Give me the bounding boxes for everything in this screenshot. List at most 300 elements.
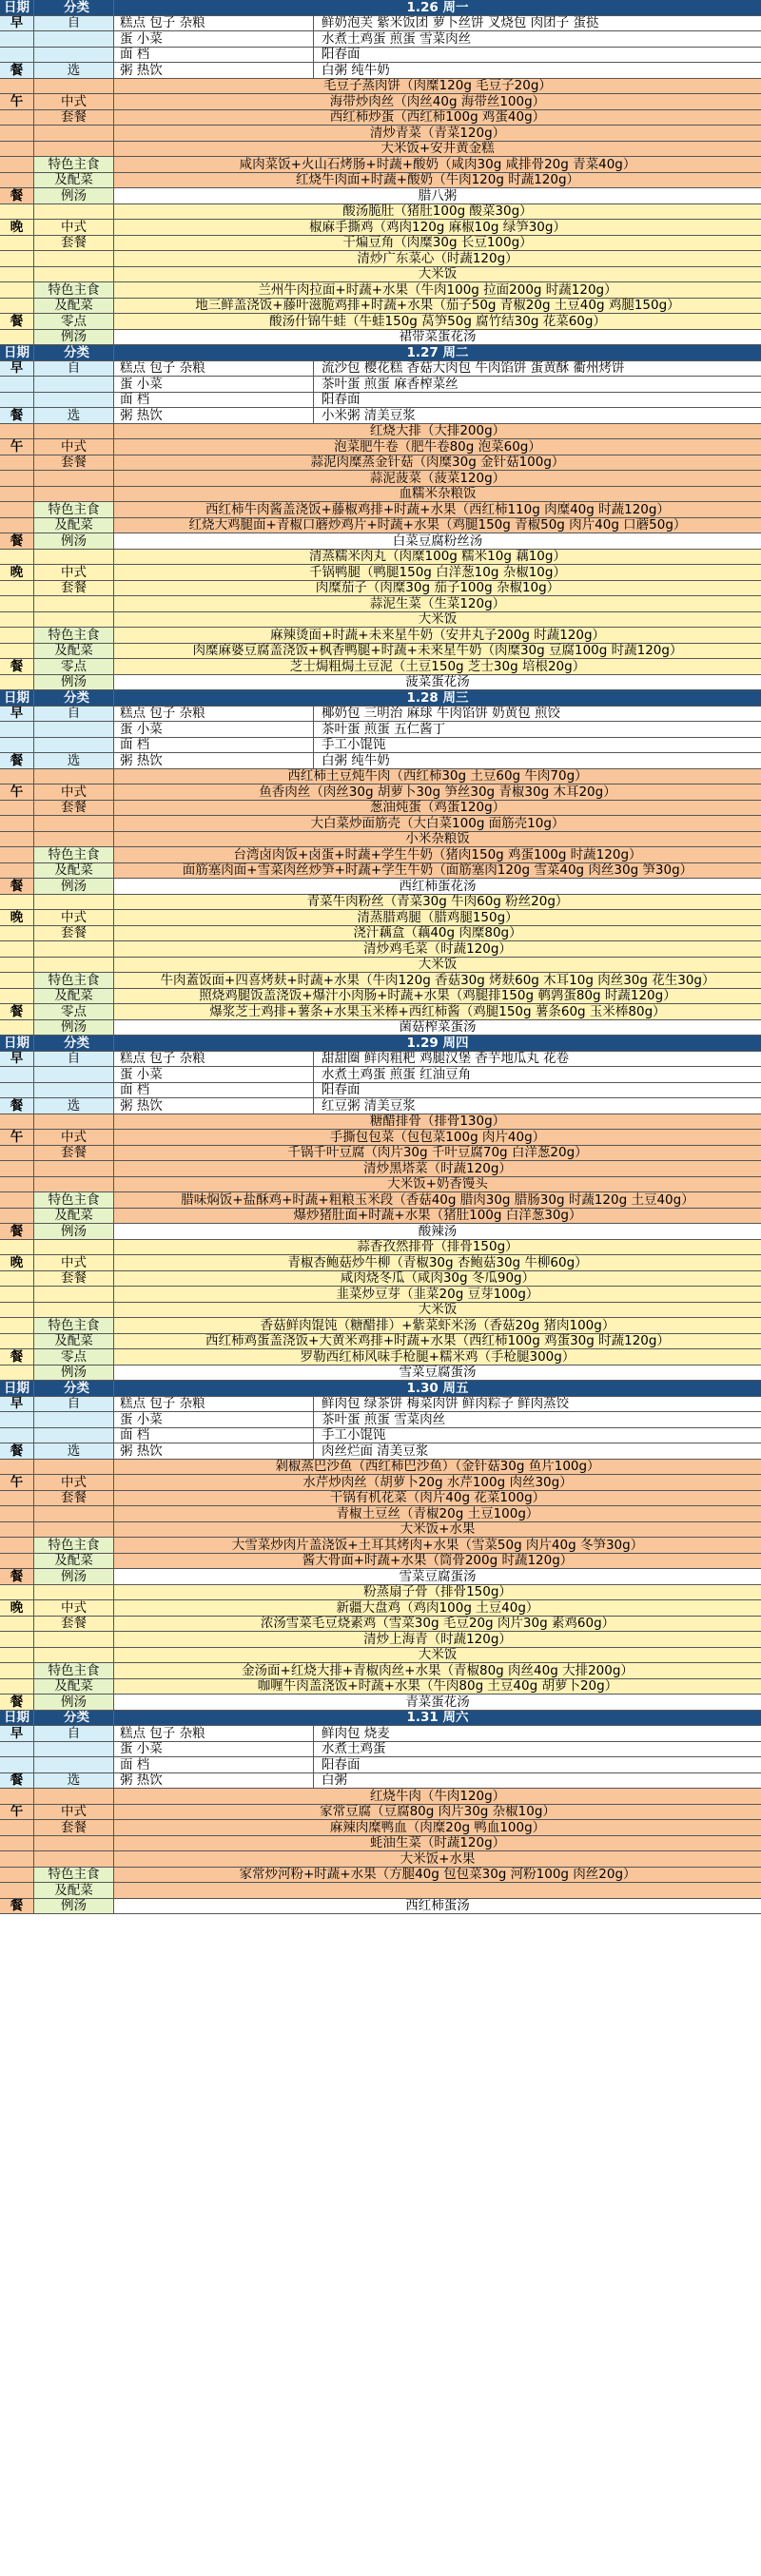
dinner-category: 中式 bbox=[34, 1600, 114, 1616]
dinner-row bbox=[0, 236, 761, 252]
date-label: 日期 bbox=[0, 690, 34, 706]
breakfast-option-label bbox=[34, 1742, 114, 1757]
dinner-dish: 青椒杏鲍菇炒牛柳（青椒30g 杏鲍菇30g 牛柳60g） bbox=[114, 1255, 761, 1270]
dinner-category: 中式 bbox=[34, 1255, 114, 1270]
breakfast-option-label bbox=[34, 377, 114, 392]
breakfast-row bbox=[0, 1726, 761, 1742]
lunch-row bbox=[0, 801, 761, 817]
dinner-row bbox=[0, 1318, 761, 1334]
meal-marker bbox=[0, 1585, 34, 1600]
breakfast-items: 白粥 纯牛奶 bbox=[314, 63, 761, 78]
meal-marker bbox=[0, 1663, 34, 1678]
lunch-row bbox=[0, 502, 761, 518]
lunch-row bbox=[0, 173, 761, 189]
meal-marker bbox=[0, 769, 34, 784]
meal-marker: 餐 bbox=[0, 1773, 34, 1789]
meal-marker bbox=[0, 1334, 34, 1349]
meal-marker: 餐 bbox=[0, 659, 34, 674]
meal-marker bbox=[0, 1146, 34, 1161]
lunch-dish: 蒜泥肉糜蒸金针菇（肉糜30g 金针菇100g） bbox=[114, 455, 761, 471]
dinner-row bbox=[0, 612, 761, 629]
dinner-dish: 地三鲜盖浇饭+藤叶滋脆鸡排+时蔬+水果（茄子50g 青椒20g 土豆40g 鸡腿150g） bbox=[114, 299, 761, 314]
dinner-row bbox=[0, 1585, 761, 1601]
dinner-dish: 金汤面+红烧大排+青椒肉丝+水果（青椒80g 肉丝40g 大排200g） bbox=[114, 1663, 761, 1678]
lunch-category: 套餐 bbox=[34, 1820, 114, 1835]
breakfast-items: 白粥 纯牛奶 bbox=[314, 753, 761, 768]
dinner-dish: 大米饭 bbox=[114, 958, 761, 973]
meal-marker bbox=[0, 895, 34, 910]
dinner-dish: 蒜香孜然排骨（排骨150g） bbox=[114, 1240, 761, 1255]
breakfast-items: 水煮土鸡蛋 煎蛋 雪菜肉丝 bbox=[314, 31, 761, 47]
lunch-dish: 腊味焖饭+盐酥鸡+时蔬+粗粮玉米段（香菇40g 腊肉30g 腊肠30g 时蔬120g 土豆40g） bbox=[114, 1192, 761, 1208]
breakfast-items: 水煮土鸡蛋 bbox=[314, 1742, 761, 1757]
breakfast-row bbox=[0, 1052, 761, 1068]
dinner-category: 例汤 bbox=[34, 1020, 114, 1036]
date-label: 日期 bbox=[0, 1381, 34, 1396]
lunch-category: 特色主食 bbox=[34, 502, 114, 517]
breakfast-items: 水煮土鸡蛋 煎蛋 红油豆角 bbox=[314, 1067, 761, 1082]
breakfast-category: 面 档 bbox=[114, 393, 314, 408]
breakfast-items: 流沙包 樱花糕 香菇大肉包 牛肉馅饼 蛋黄酥 衢州烤饼 bbox=[314, 361, 761, 377]
breakfast-category: 粥 热饮 bbox=[114, 1773, 314, 1789]
meal-marker: 餐 bbox=[0, 1695, 34, 1710]
meal-marker bbox=[0, 299, 34, 314]
dinner-row bbox=[0, 581, 761, 597]
meal-marker bbox=[0, 1648, 34, 1663]
category-label: 分类 bbox=[34, 690, 114, 706]
meal-marker bbox=[0, 330, 34, 345]
dinner-dish: 清炒鸡毛菜（时蔬120g） bbox=[114, 941, 761, 957]
category-label: 分类 bbox=[34, 0, 114, 15]
dinner-row bbox=[0, 314, 761, 330]
meal-marker bbox=[0, 612, 34, 628]
meal-marker bbox=[0, 79, 34, 94]
dinner-row bbox=[0, 282, 761, 299]
breakfast-items: 手工小馄饨 bbox=[314, 1428, 761, 1443]
lunch-row bbox=[0, 126, 761, 142]
breakfast-items: 红豆粥 清美豆浆 bbox=[314, 1098, 761, 1114]
meal-marker: 餐 bbox=[0, 879, 34, 894]
lunch-dish: 家常炒河粉+时蔬+水果（方腿40g 包包菜30g 河粉100g 肉丝20g） bbox=[114, 1868, 761, 1883]
lunch-row bbox=[0, 487, 761, 503]
lunch-category bbox=[34, 142, 114, 157]
breakfast-category: 粥 热饮 bbox=[114, 1098, 314, 1114]
meal-marker bbox=[0, 1836, 34, 1851]
lunch-category: 中式 bbox=[34, 1475, 114, 1490]
breakfast-option-label: 自 bbox=[34, 16, 114, 31]
lunch-category: 特色主食 bbox=[34, 847, 114, 862]
breakfast-category: 粥 热饮 bbox=[114, 63, 314, 78]
meal-marker: 餐 bbox=[0, 1004, 34, 1019]
meal-marker: 餐 bbox=[0, 63, 34, 78]
lunch-row bbox=[0, 784, 761, 801]
dinner-dish: 千锅鸭腿（鸭腿150g 白洋葱10g 杂椒10g） bbox=[114, 565, 761, 580]
meal-marker bbox=[0, 1506, 34, 1521]
dinner-dish: 青菜蛋花汤 bbox=[114, 1695, 761, 1710]
breakfast-category: 蛋 小菜 bbox=[114, 1067, 314, 1082]
dinner-category bbox=[34, 1287, 114, 1302]
dinner-row bbox=[0, 910, 761, 926]
lunch-dish: 大雪菜炒肉片盖浇饭+土耳其烤肉+水果（雪菜50g 肉片40g 冬笋30g） bbox=[114, 1538, 761, 1553]
dinner-category: 套餐 bbox=[34, 926, 114, 941]
breakfast-option-label bbox=[34, 393, 114, 408]
breakfast-category: 糕点 包子 杂粮 bbox=[114, 1052, 314, 1067]
dinner-dish: 干煸豆角（肉糜30g 长豆100g） bbox=[114, 236, 761, 251]
lunch-dish: 蒜泥菠菜（菠菜120g） bbox=[114, 471, 761, 486]
breakfast-option-label: 自 bbox=[34, 1726, 114, 1741]
meal-marker bbox=[0, 1868, 34, 1883]
dinner-dish: 裙带菜蛋花汤 bbox=[114, 330, 761, 345]
lunch-row bbox=[0, 157, 761, 173]
breakfast-category: 面 档 bbox=[114, 1757, 314, 1772]
breakfast-category: 面 档 bbox=[114, 1428, 314, 1443]
dinner-category: 零点 bbox=[34, 659, 114, 674]
day-header-row bbox=[0, 345, 761, 361]
dinner-category bbox=[34, 267, 114, 282]
lunch-dish: 面筋塞肉面+雪菜肉丝炒笋+时蔬+学生牛奶（面筋塞肉120g 雪菜40g 肉丝30g 笋30g） bbox=[114, 863, 761, 879]
lunch-dish: 清炒青菜（青菜120g） bbox=[114, 126, 761, 141]
day-header-row bbox=[0, 1036, 761, 1052]
meal-marker bbox=[0, 628, 34, 643]
lunch-category: 例汤 bbox=[34, 1224, 114, 1239]
lunch-row bbox=[0, 1805, 761, 1821]
dinner-row bbox=[0, 1271, 761, 1288]
lunch-dish: 红烧大排（大排200g） bbox=[114, 424, 761, 439]
dinner-category: 特色主食 bbox=[34, 282, 114, 298]
lunch-dish: 台湾卤肉饭+卤蛋+时蔬+学生牛奶（猪肉150g 鸡蛋100g 时蔬120g） bbox=[114, 847, 761, 862]
dinner-category bbox=[34, 204, 114, 220]
meal-marker bbox=[0, 596, 34, 611]
lunch-category: 例汤 bbox=[34, 533, 114, 549]
dinner-dish: 咸肉烧冬瓜（咸肉30g 冬瓜90g） bbox=[114, 1271, 761, 1287]
dinner-row bbox=[0, 628, 761, 644]
lunch-row bbox=[0, 1789, 761, 1805]
breakfast-row bbox=[0, 1412, 761, 1428]
lunch-dish: 红烧牛肉面+时蔬+酸奶（牛肉120g 时蔬120g） bbox=[114, 173, 761, 188]
meal-marker bbox=[0, 1287, 34, 1302]
category-label: 分类 bbox=[34, 1036, 114, 1051]
dinner-row bbox=[0, 1679, 761, 1695]
dinner-dish: 清蒸糯米肉丸（肉糜100g 糯米10g 藕10g） bbox=[114, 550, 761, 565]
dinner-row bbox=[0, 565, 761, 581]
meal-marker bbox=[0, 958, 34, 973]
lunch-dish: 腊八粥 bbox=[114, 188, 761, 203]
breakfast-option-label: 选 bbox=[34, 1098, 114, 1114]
meal-marker bbox=[0, 518, 34, 533]
lunch-row bbox=[0, 1554, 761, 1570]
lunch-category bbox=[34, 816, 114, 831]
meal-marker: 餐 bbox=[0, 1569, 34, 1584]
dinner-category: 中式 bbox=[34, 910, 114, 925]
breakfast-option-label bbox=[34, 1428, 114, 1443]
day-header-row bbox=[0, 1711, 761, 1727]
lunch-dish: 水芹炒肉丝（胡萝卜20g 水芹100g 肉丝30g） bbox=[114, 1475, 761, 1490]
meal-marker bbox=[0, 1491, 34, 1506]
dinner-category bbox=[34, 895, 114, 910]
meal-marker bbox=[0, 236, 34, 251]
dinner-row bbox=[0, 1600, 761, 1617]
lunch-row bbox=[0, 533, 761, 550]
dinner-category bbox=[34, 612, 114, 628]
dinner-dish: 大米饭 bbox=[114, 1303, 761, 1318]
breakfast-items: 茶叶蛋 煎蛋 麻香榨菜丝 bbox=[314, 377, 761, 392]
dinner-dish: 雪菜豆腐蛋汤 bbox=[114, 1365, 761, 1381]
meal-marker bbox=[0, 801, 34, 816]
breakfast-category: 粥 热饮 bbox=[114, 1443, 314, 1459]
lunch-dish: 家常豆腐（豆腐80g 肉片30g 杂椒10g） bbox=[114, 1805, 761, 1820]
lunch-dish: 青椒土豆丝（青椒20g 土豆100g） bbox=[114, 1506, 761, 1521]
lunch-dish: 大米饭+安井黄金糕 bbox=[114, 142, 761, 157]
meal-marker bbox=[0, 110, 34, 126]
dinner-category: 特色主食 bbox=[34, 1663, 114, 1678]
breakfast-row bbox=[0, 377, 761, 393]
dinner-dish: 西红柿鸡蛋盖浇饭+大黄米鸡排+时蔬+水果（西红柿100g 鸡蛋30g 时蔬120g） bbox=[114, 1334, 761, 1349]
breakfast-option-label bbox=[34, 1757, 114, 1772]
meal-marker bbox=[0, 1617, 34, 1632]
lunch-category bbox=[34, 487, 114, 502]
meal-marker: 晚 bbox=[0, 565, 34, 580]
breakfast-row bbox=[0, 393, 761, 409]
lunch-row bbox=[0, 1868, 761, 1884]
day-header-row bbox=[0, 690, 761, 707]
lunch-row bbox=[0, 1209, 761, 1225]
breakfast-option-label: 自 bbox=[34, 1052, 114, 1067]
meal-marker: 晚 bbox=[0, 1600, 34, 1616]
dinner-dish: 浇汁藕盒（藕40g 肉糜80g） bbox=[114, 926, 761, 941]
dinner-category bbox=[34, 1632, 114, 1647]
breakfast-row bbox=[0, 63, 761, 79]
dinner-category: 零点 bbox=[34, 314, 114, 329]
meal-marker: 晚 bbox=[0, 220, 34, 235]
dinner-dish: 清蒸腊鸡腿（腊鸡腿150g） bbox=[114, 910, 761, 925]
meal-marker: 餐 bbox=[0, 1349, 34, 1365]
dinner-dish: 清炒广东菜心（时蔬120g） bbox=[114, 251, 761, 266]
breakfast-category: 面 档 bbox=[114, 1083, 314, 1098]
breakfast-option-label bbox=[34, 31, 114, 47]
breakfast-row bbox=[0, 1397, 761, 1413]
dinner-dish: 酸汤脆肚（猪肚100g 酸菜30g） bbox=[114, 204, 761, 220]
breakfast-items: 茶叶蛋 煎蛋 雪菜肉丝 bbox=[314, 1412, 761, 1427]
day-header-row bbox=[0, 1381, 761, 1397]
lunch-category: 及配菜 bbox=[34, 173, 114, 188]
category-label: 分类 bbox=[34, 1381, 114, 1396]
breakfast-items: 甜甜圈 鲜肉粗粑 鸡腿汉堡 香芋地瓜丸 花卷 bbox=[314, 1052, 761, 1067]
dinner-row bbox=[0, 1617, 761, 1633]
meal-marker bbox=[0, 1318, 34, 1333]
meal-marker: 午 bbox=[0, 1805, 34, 1820]
lunch-category bbox=[34, 1177, 114, 1192]
lunch-dish: 酱大骨面+时蔬+水果（筒骨200g 时蔬120g） bbox=[114, 1554, 761, 1569]
lunch-dish: 西红柿蛋汤 bbox=[114, 1899, 761, 1914]
lunch-row bbox=[0, 1836, 761, 1852]
meal-marker bbox=[0, 973, 34, 988]
dinner-row bbox=[0, 1632, 761, 1648]
lunch-dish bbox=[114, 1883, 761, 1898]
lunch-category: 套餐 bbox=[34, 455, 114, 471]
breakfast-option-label bbox=[34, 1412, 114, 1427]
meal-marker: 餐 bbox=[0, 314, 34, 329]
dinner-category bbox=[34, 1303, 114, 1318]
lunch-category bbox=[34, 1506, 114, 1521]
lunch-dish: 西红柿土豆炖牛肉（西红柿30g 土豆60g 牛肉70g） bbox=[114, 769, 761, 784]
meal-marker bbox=[0, 157, 34, 172]
breakfast-category: 面 档 bbox=[114, 738, 314, 753]
day-title: 1.26 周一 bbox=[406, 0, 469, 15]
dinner-row bbox=[0, 1303, 761, 1319]
breakfast-option-label: 选 bbox=[34, 1773, 114, 1789]
dinner-dish: 浓汤雪菜毛豆烧素鸡（雪菜30g 毛豆20g 肉片30g 素鸡60g） bbox=[114, 1617, 761, 1632]
lunch-category: 中式 bbox=[34, 94, 114, 109]
breakfast-row bbox=[0, 707, 761, 723]
dinner-dish: 麻辣烫面+时蔬+未来星牛奶（安井丸子200g 时蔬120g） bbox=[114, 628, 761, 643]
dinner-category bbox=[34, 1648, 114, 1663]
lunch-dish: 干锅有机花菜（肉片40g 花菜100g） bbox=[114, 1491, 761, 1506]
dinner-category bbox=[34, 941, 114, 957]
dinner-row bbox=[0, 973, 761, 989]
dinner-category: 零点 bbox=[34, 1004, 114, 1019]
dinner-category bbox=[34, 596, 114, 611]
meal-marker bbox=[0, 1177, 34, 1192]
lunch-row bbox=[0, 79, 761, 95]
lunch-category bbox=[34, 79, 114, 94]
lunch-dish: 爆炒猪肚面+时蔬+水果（猪肚100g 白洋葱30g） bbox=[114, 1209, 761, 1224]
lunch-category bbox=[34, 471, 114, 486]
breakfast-row bbox=[0, 722, 761, 738]
lunch-row bbox=[0, 1114, 761, 1131]
dinner-row bbox=[0, 1365, 761, 1382]
meal-marker bbox=[0, 487, 34, 502]
meal-marker bbox=[0, 1851, 34, 1867]
meal-marker bbox=[0, 126, 34, 141]
dinner-row bbox=[0, 644, 761, 660]
meal-marker bbox=[0, 267, 34, 282]
dinner-category: 特色主食 bbox=[34, 973, 114, 988]
meal-marker bbox=[0, 989, 34, 1004]
breakfast-items: 白粥 bbox=[314, 1773, 761, 1789]
lunch-category: 套餐 bbox=[34, 110, 114, 126]
breakfast-option-label bbox=[34, 1083, 114, 1098]
dinner-row bbox=[0, 1663, 761, 1679]
dinner-dish: 兰州牛肉拉面+时蔬+水果（牛肉100g 拉面200g 时蔬120g） bbox=[114, 282, 761, 298]
meal-marker: 晚 bbox=[0, 910, 34, 925]
lunch-category: 特色主食 bbox=[34, 1192, 114, 1208]
lunch-category: 及配菜 bbox=[34, 1554, 114, 1569]
lunch-category: 及配菜 bbox=[34, 863, 114, 879]
lunch-category bbox=[34, 832, 114, 847]
meal-marker: 餐 bbox=[0, 188, 34, 203]
lunch-category: 中式 bbox=[34, 1130, 114, 1145]
meal-marker bbox=[0, 1428, 34, 1443]
dinner-category: 及配菜 bbox=[34, 299, 114, 314]
dinner-category: 套餐 bbox=[34, 1271, 114, 1287]
dinner-row bbox=[0, 251, 761, 267]
breakfast-category: 糕点 包子 杂粮 bbox=[114, 707, 314, 722]
dinner-dish: 韭菜炒豆芽（韭菜20g 豆芽100g） bbox=[114, 1287, 761, 1302]
meal-marker bbox=[0, 1067, 34, 1082]
breakfast-category: 蛋 小菜 bbox=[114, 1412, 314, 1427]
lunch-row bbox=[0, 142, 761, 158]
meal-marker: 餐 bbox=[0, 533, 34, 549]
meal-marker bbox=[0, 581, 34, 596]
lunch-category bbox=[34, 1836, 114, 1851]
dinner-dish: 大米饭 bbox=[114, 612, 761, 628]
dinner-row bbox=[0, 958, 761, 974]
meal-marker bbox=[0, 1083, 34, 1098]
meal-marker bbox=[0, 926, 34, 941]
lunch-dish: 大米饭+水果 bbox=[114, 1851, 761, 1867]
lunch-dish: 西红柿炒蛋（西红柿100g 鸡蛋40g） bbox=[114, 110, 761, 126]
lunch-row bbox=[0, 188, 761, 204]
dinner-dish: 大米饭 bbox=[114, 267, 761, 282]
dinner-row bbox=[0, 1240, 761, 1256]
dinner-dish: 粉蒸扇子骨（排骨150g） bbox=[114, 1585, 761, 1600]
meal-marker: 餐 bbox=[0, 1899, 34, 1914]
meal-marker bbox=[0, 1303, 34, 1318]
breakfast-category: 糕点 包子 杂粮 bbox=[114, 1726, 314, 1741]
breakfast-row bbox=[0, 753, 761, 769]
meal-marker bbox=[0, 173, 34, 188]
breakfast-category: 蛋 小菜 bbox=[114, 1742, 314, 1757]
lunch-dish: 咸肉菜饭+火山石烤肠+时蔬+酸奶（咸肉30g 咸排骨20g 青菜40g） bbox=[114, 157, 761, 172]
lunch-category: 套餐 bbox=[34, 801, 114, 816]
dinner-dish: 酸汤什锦牛蛙（牛蛙150g 莴笋50g 腐竹结30g 花菜60g） bbox=[114, 314, 761, 329]
meal-marker bbox=[0, 1554, 34, 1569]
dinner-row bbox=[0, 330, 761, 346]
day-header-row bbox=[0, 0, 761, 16]
lunch-dish: 雪菜豆腐蛋汤 bbox=[114, 1569, 761, 1584]
breakfast-option-label bbox=[34, 48, 114, 63]
lunch-category: 及配菜 bbox=[34, 518, 114, 533]
breakfast-category: 蛋 小菜 bbox=[114, 722, 314, 737]
lunch-dish: 大白菜炒面筋壳（大白菜100g 面筋壳10g） bbox=[114, 816, 761, 831]
meal-marker bbox=[0, 1820, 34, 1835]
dinner-category: 特色主食 bbox=[34, 628, 114, 643]
breakfast-items: 阳春面 bbox=[314, 393, 761, 408]
breakfast-items: 鲜肉包 烧麦 bbox=[314, 1726, 761, 1741]
lunch-row bbox=[0, 1224, 761, 1240]
meal-marker bbox=[0, 1365, 34, 1381]
day-title: 1.30 周五 bbox=[406, 1381, 469, 1396]
lunch-row bbox=[0, 1538, 761, 1554]
meal-marker: 午 bbox=[0, 1130, 34, 1145]
meal-marker bbox=[0, 1412, 34, 1427]
meal-marker: 餐 bbox=[0, 1098, 34, 1114]
meal-marker: 餐 bbox=[0, 1443, 34, 1459]
breakfast-option-label: 选 bbox=[34, 1443, 114, 1459]
breakfast-row bbox=[0, 31, 761, 48]
meal-marker: 早 bbox=[0, 707, 34, 722]
meal-marker: 餐 bbox=[0, 753, 34, 768]
meal-marker bbox=[0, 1789, 34, 1804]
lunch-row bbox=[0, 816, 761, 832]
breakfast-category: 糕点 包子 杂粮 bbox=[114, 361, 314, 377]
lunch-row bbox=[0, 1883, 761, 1899]
lunch-category: 中式 bbox=[34, 784, 114, 800]
meal-marker bbox=[0, 863, 34, 879]
lunch-category: 特色主食 bbox=[34, 157, 114, 172]
lunch-row bbox=[0, 1146, 761, 1162]
lunch-row bbox=[0, 1161, 761, 1177]
breakfast-row bbox=[0, 1443, 761, 1460]
lunch-row bbox=[0, 110, 761, 126]
breakfast-category: 糕点 包子 杂粮 bbox=[114, 1397, 314, 1412]
dinner-category: 及配菜 bbox=[34, 644, 114, 659]
breakfast-category: 面 档 bbox=[114, 48, 314, 63]
category-label: 分类 bbox=[34, 1711, 114, 1726]
dinner-dish: 菌菇榨菜蛋汤 bbox=[114, 1020, 761, 1036]
meal-marker: 餐 bbox=[0, 408, 34, 423]
breakfast-items: 阳春面 bbox=[314, 1083, 761, 1098]
